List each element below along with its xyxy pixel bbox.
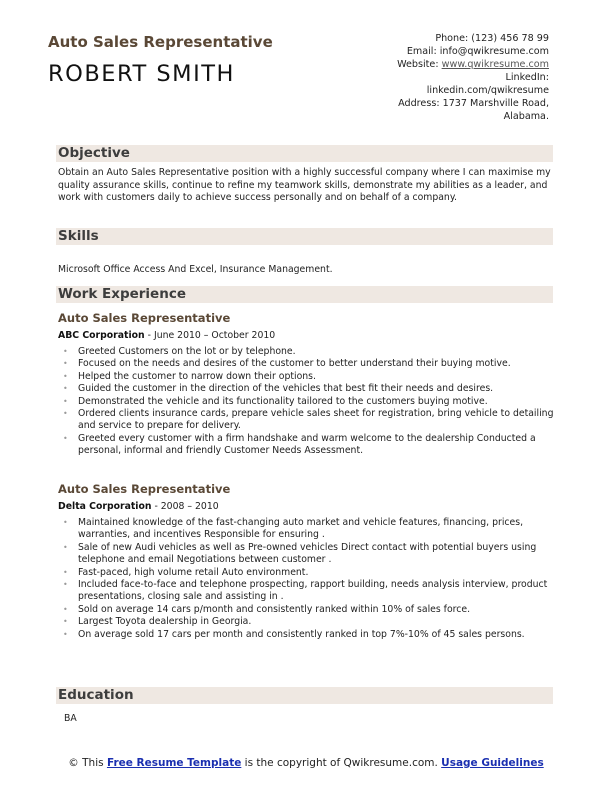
footer-middle: is the copyright of Qwikresume.com.	[241, 757, 442, 769]
contact-address-state: Alabama.	[503, 111, 549, 122]
education-header	[56, 687, 553, 704]
bullet: • Helped the customer to narrow down their options.	[78, 371, 554, 383]
bullet: • Included face-to-face and telephone prospecting, rapport building, needs analysis interview, product presentations, closing sale and assisting in .	[78, 579, 554, 604]
section-heading: Work Experience	[58, 286, 186, 302]
job-company-line	[58, 330, 275, 341]
contact-phone: Phone: (123) 456 78 99	[435, 33, 549, 44]
bullet: • Sold on average 14 cars p/month and consistently ranked within 10% of sales force.	[78, 604, 554, 616]
footer-prefix: © This	[68, 757, 107, 769]
website-link[interactable]: www.qwikresume.com	[441, 59, 549, 70]
bullet: • Greeted Customers on the lot or by telephone.	[78, 346, 554, 358]
section-heading: Objective	[58, 145, 130, 161]
job-bullets	[58, 517, 554, 641]
bullet: • Focused on the needs and desires of the customer to better understand their buying motive.	[78, 358, 554, 370]
job-dates: - June 2010 – October 2010	[144, 330, 276, 341]
bullet: • Greeted every customer with a firm handshake and warm welcome to the dealership Conducted a personal, informal and friendly Customer Needs Assessment.	[78, 433, 554, 458]
bullet: • Sale of new Audi vehicles as well as Pre-owned vehicles Direct contact with potential buyers using telephone and email Negotiations between customer .	[78, 542, 554, 567]
contact-block	[349, 32, 549, 123]
contact-website	[349, 58, 549, 71]
section-heading: Skills	[58, 228, 99, 244]
bullet: • On average sold 17 cars per month and consistently ranked in top 7%-10% of 45 sales persons.	[78, 629, 554, 641]
footer-copyright	[0, 757, 612, 770]
candidate-name: ROBERT SMITH	[48, 61, 235, 87]
education-degree: BA	[64, 713, 77, 724]
job-dates: - 2008 – 2010	[151, 501, 219, 512]
job-title: Auto Sales Representative	[58, 311, 231, 325]
skills-header	[56, 228, 553, 245]
contact-linkedin-label: LinkedIn:	[505, 72, 549, 83]
bullet: • Maintained knowledge of the fast-changing auto market and vehicle features, financing, prices, warranties, and incentives Responsible for ensuring .	[78, 517, 554, 542]
bullet: • Ordered clients insurance cards, prepare vehicle sales sheet for registration, bring vehicle to detailing and service to prepare for delivery.	[78, 408, 554, 433]
objective-header	[56, 145, 553, 162]
work-experience-header	[56, 286, 553, 303]
usage-guidelines-link[interactable]: Usage Guidelines	[441, 757, 544, 769]
contact-address: Address: 1737 Marshville Road,	[398, 98, 549, 109]
resume-job-title: Auto Sales Representative	[48, 33, 273, 51]
contact-email: Email: info@qwikresume.com	[406, 46, 549, 57]
company-name: ABC Corporation	[58, 330, 145, 341]
website-label: Website:	[397, 59, 442, 70]
bullet: • Largest Toyota dealership in Georgia.	[78, 616, 554, 628]
bullet: • Fast-paced, high volume retail Auto environment.	[78, 567, 554, 579]
free-resume-template-link[interactable]: Free Resume Template	[106, 757, 242, 769]
skills-text: Microsoft Office Access And Excel, Insurance Management.	[58, 264, 333, 275]
company-name: Delta Corporation	[58, 501, 152, 512]
job-title: Auto Sales Representative	[58, 482, 231, 496]
bullet: • Demonstrated the vehicle and its functionality tailored to the customers buying motive.	[78, 396, 554, 408]
contact-linkedin: linkedin.com/qwikresume	[426, 85, 549, 96]
section-heading: Education	[58, 687, 134, 703]
job-bullets	[58, 346, 554, 458]
job-company-line	[58, 501, 219, 512]
objective-text: Obtain an Auto Sales Representative position with a highly successful company where I can maximise my quality assurance skills, continue to refine my teamwork skills, demonstrate my abilities as a leader, and work with customers daily to achieve success personally and on behalf of a company.	[58, 167, 551, 203]
bullet: • Guided the customer in the direction of the vehicles that best fit their needs and desires.	[78, 383, 554, 395]
